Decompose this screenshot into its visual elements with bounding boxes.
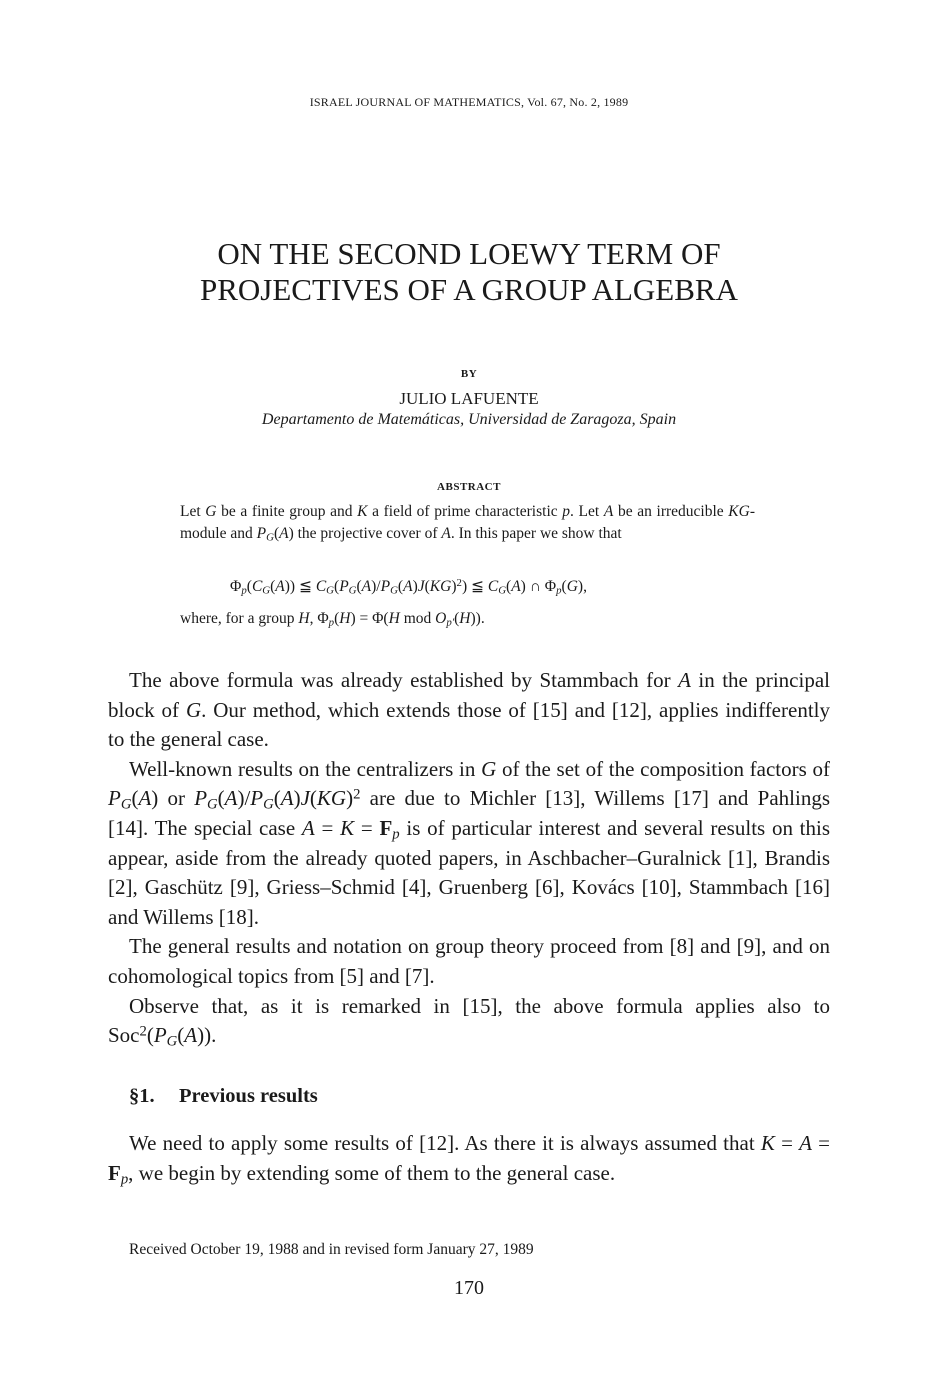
paragraph-1: The above formula was already established by Stammbach for A in the principal block of G. Our method, which extends those of [15] and [12], applies indifferently to the general case.: [108, 668, 830, 752]
section-number: §1.: [129, 1085, 155, 1107]
page-number: 170: [454, 1277, 484, 1299]
paragraph-4: Observe that, as it is remarked in [15], the above formula applies also to $Soc^2(P_G(A))$.: [108, 993, 830, 1050]
paragraph-2: Well-known results on the centralizers in G of the set of the composition factors of $P_G(A)$ or $P_G(A)/P_G(A)J(KG)^2$ are due to Michler [13], Willems [17] and Pahlings [14]. The special case $A = K = F_p$ is of particular interest and several results on this appear, aside from the already quoted papers, in Aschbacher–Guralnick [1], Brandis [2], Gaschütz [9], Griess–Schmid [4], Gruenberg [6], Kovács [10], Stammbach [16] and Willems [18].: [108, 756, 831, 929]
by-label: BY: [460, 368, 478, 380]
section-title: Previous results: [179, 1085, 318, 1107]
abstract-heading: ABSTRACT: [437, 481, 501, 493]
section-body: [108, 1129, 830, 1188]
received-note: Received October 19, 1988 and in revised form January 27, 1989: [129, 1241, 534, 1258]
abstract-where-clause: where, for a group H, $\Phi_p(H) = \Phi(H$ mod $O_{p'}(H)$).: [180, 610, 485, 629]
author-affiliation: Departamento de Matemáticas, Universidad de Zaragoza, Spain: [261, 411, 677, 428]
abstract-text: Let G be a finite group and K a field of prime characteristic p. Let A be an irreducible KG-module and $P_G(A)$ the projective cover of A. In this paper we show that: [180, 503, 756, 544]
journal-header: ISRAEL JOURNAL OF MATHEMATICS, Vol. 67, No. 2, 1989: [309, 95, 629, 109]
section-heading: [129, 1085, 318, 1108]
title-line-1: ON THE SECOND LOEWY TERM OF: [217, 236, 721, 271]
body-text: [108, 666, 830, 1051]
section-paragraph: We need to apply some results of [12]. As there it is always assumed that $K = A = F_p$, we begin by extending some of them to the general case.: [108, 1131, 831, 1188]
paper-title: [0, 236, 938, 308]
author-name: JULIO LAFUENTE: [399, 389, 539, 408]
abstract-formula: $\Phi_p(C_G(A))$ ≦ $C_G(P_G(A)/P_G(A)J(KG)^2)$ ≦ $C_G(A)$ ∩ $\Phi_p(G)$,: [230, 577, 587, 597]
paragraph-3: The general results and notation on group theory proceed from [8] and [9], and on cohomological topics from [5] and [7].: [108, 934, 830, 988]
title-line-2: PROJECTIVES OF A GROUP ALGEBRA: [199, 272, 738, 307]
